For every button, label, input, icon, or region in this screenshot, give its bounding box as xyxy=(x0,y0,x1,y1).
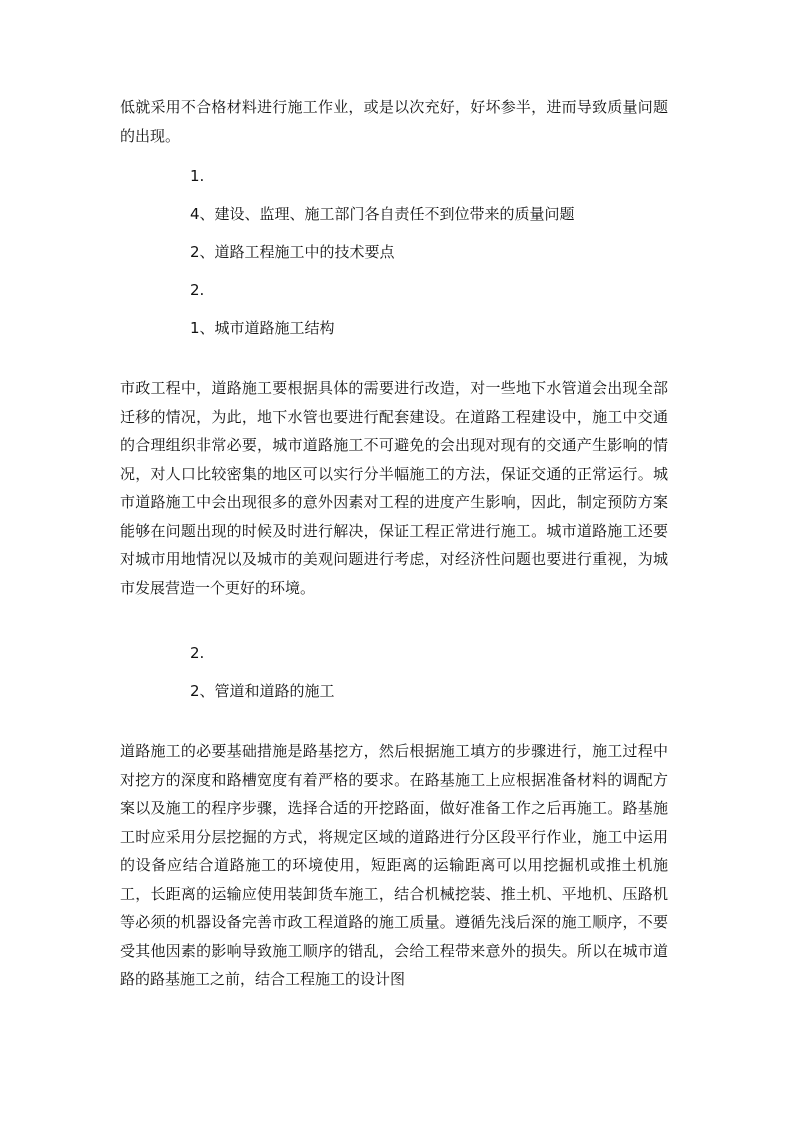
list-number-2a: 2. xyxy=(190,281,205,299)
heading-subsection-1: 1、城市道路施工结构 xyxy=(190,319,335,337)
paragraph-road-structure: 市政工程中，道路施工要根据具体的需要进行改造，对一些地下水管道会出现全部迁移的情况，为此，地下水管也要进行配套建设。在道路工程建设中，施工中交通的合理组织非常必要，城市道路施工不可避免的会出现对现有的交通产生影响的情况，对人口比较密集的地区可以实行分半幅施工的方法，保证交通的正常运行。城市道路施工中会出现很多的意外因素对工程的进度产生影响，因此，制定预防方案能够在问题出现的时候及时进行解决，保证工程正常进行施工。城市道路施工还要对城市用地情况以及城市的美观问题进行考虑，对经济性问题也要进行重视，为城市发展营造一个更好的环境。 xyxy=(120,379,668,597)
paragraph-pipeline-construction: 道路施工的必要基础措施是路基挖方，然后根据施工填方的步骤进行，施工过程中对挖方的深度和路槽宽度有着严格的要求。在路基施工上应根据准备材料的调配方案以及施工的程序步骤，选择合适的开挖路面，做好准备工作之后再施工。路基施工时应采用分层挖掘的方式，将规定区域的道路进行分区段平行作业，施工中运用的设备应结合道路施工的环境使用，短距离的运输距离可以用挖掘机或推土机施工，长距离的运输应使用装卸货车施工，结合机械挖装、推土机、平地机、压路机等必须的机器设备完善市政工程道路的施工质量。遵循先浅后深的施工顺序，不要受其他因素的影响导致施工顺序的错乱，会给工程带来意外的损失。所以在城市道路的路基施工之前，结合工程施工的设计图 xyxy=(120,742,668,988)
heading-item-4: 4、建设、监理、施工部门各自责任不到位带来的质量问题 xyxy=(190,205,575,223)
list-number-1: 1. xyxy=(190,167,205,185)
heading-subsection-2: 2、管道和道路的施工 xyxy=(190,682,335,700)
paragraph-intro: 低就采用不合格材料进行施工作业，或是以次充好，好坏参半，进而导致质量问题的出现。 xyxy=(120,98,668,145)
heading-section-2: 2、道路工程施工中的技术要点 xyxy=(190,243,395,261)
list-number-2b: 2. xyxy=(190,644,205,662)
